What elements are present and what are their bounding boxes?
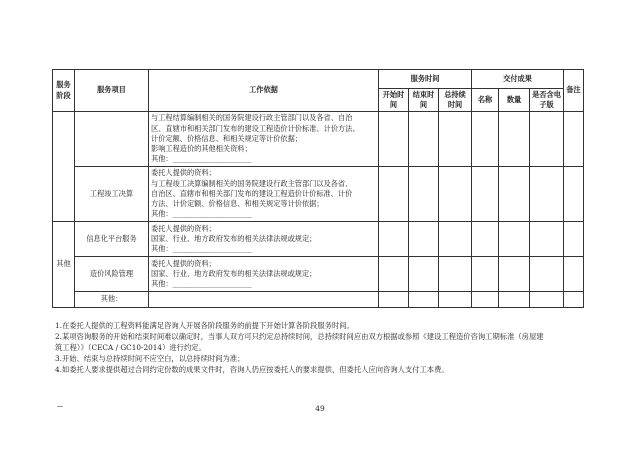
basis-line: 委托人提供的资料； bbox=[151, 223, 216, 233]
item-cell-blank bbox=[75, 112, 149, 167]
stage-other: 其他 bbox=[53, 222, 75, 308]
header-quantity: 数量 bbox=[499, 89, 530, 112]
table-row bbox=[53, 222, 584, 257]
header-remark: 备注 bbox=[564, 70, 584, 112]
header-item: 服务项目 bbox=[75, 70, 149, 112]
basis-line: 其他：______________________ bbox=[151, 209, 252, 219]
basis-line: 委托人提供的资料； bbox=[151, 258, 216, 268]
basis-line: 国家、行业、地方政府发布的相关法律法规或规定； bbox=[151, 268, 317, 278]
header-basis: 工作依据 bbox=[149, 70, 379, 112]
basis-line: 区、直辖市和相关部门发布的建设工程造价计价标准、计价方法、 bbox=[151, 123, 360, 133]
basis-line: 影响工程造价的其他相关资料； bbox=[151, 144, 252, 154]
basis-line: 其他：______________________ bbox=[151, 244, 252, 254]
item-risk-management: 造价风险管理 bbox=[75, 257, 149, 292]
basis-cell bbox=[149, 112, 379, 167]
basis-line: 方法、计价定额、价格信息、和相关规定等计价依据； bbox=[151, 199, 324, 209]
basis-cell bbox=[149, 257, 379, 292]
item-info-platform: 信息化平台服务 bbox=[75, 222, 149, 257]
table-row bbox=[53, 257, 584, 292]
basis-line: 国家、行业、地方政府发布的相关法律法规或规定； bbox=[151, 233, 317, 243]
basis-line: 与工程结算编制相关的国务院建设行政主管部门以及各省、自治 bbox=[151, 113, 353, 123]
header-delivery: 交付成果 bbox=[472, 70, 564, 89]
table-row bbox=[53, 112, 584, 167]
header-end: 结束时间 bbox=[409, 89, 439, 112]
note-line: 1.在委托人提供的工程资料能满足咨询人开展各阶段服务的前提下开始计算各阶段服务时间。 bbox=[55, 321, 354, 330]
table-row bbox=[53, 167, 584, 222]
service-schedule-table bbox=[52, 69, 584, 308]
footnotes bbox=[55, 320, 595, 375]
note-line: 4.如委托人要求提供超过合同约定份数的成果文件时，咨询人仍应按委托人的要求提供，但委托人应向咨询人支付工本费。 bbox=[55, 365, 449, 374]
item-final-accounts: 工程竣工决算 bbox=[75, 167, 149, 222]
header-stage: 服务阶段 bbox=[53, 70, 75, 112]
header-electronic: 是否含电子版 bbox=[530, 89, 564, 112]
item-other: 其他： bbox=[75, 292, 149, 308]
stage-cell-blank bbox=[53, 112, 75, 222]
header-start: 开始时间 bbox=[379, 89, 409, 112]
table-row bbox=[53, 292, 584, 308]
basis-line: 计价定额、价格信息、和相关规定等计价依据； bbox=[151, 133, 302, 143]
header-name: 名称 bbox=[472, 89, 499, 112]
header-service-time: 服务时间 bbox=[379, 70, 472, 89]
basis-line: 其他：______________________ bbox=[151, 279, 252, 289]
basis-line: 自治区、直辖市和相关部门发布的建设工程造价计价标准、计价 bbox=[151, 188, 353, 198]
note-line: 2.某项咨询服务的开始和结束时间难以确定时，当事人双方可只约定总持续时间，总持续时间应由双方根据或参照《建设工程造价咨询工期标准（房屋建 bbox=[55, 332, 544, 341]
basis-line: 委托人提供的资料； bbox=[151, 168, 216, 178]
basis-cell bbox=[149, 222, 379, 257]
basis-line: 其他：______________________ bbox=[151, 154, 252, 164]
page-number: 49 bbox=[315, 404, 325, 413]
basis-cell bbox=[149, 167, 379, 222]
note-line: 筑工程）》（CECA / GC10-2014）进行约定。 bbox=[55, 343, 206, 352]
basis-line: 与工程竣工决算编制相关的国务院建设行政主管部门以及各省、 bbox=[151, 178, 353, 188]
header-duration: 总持续时间 bbox=[439, 89, 472, 112]
note-line: 3.开始、结束与总持续时间不应空白，以总持续时间为准； bbox=[55, 354, 245, 363]
